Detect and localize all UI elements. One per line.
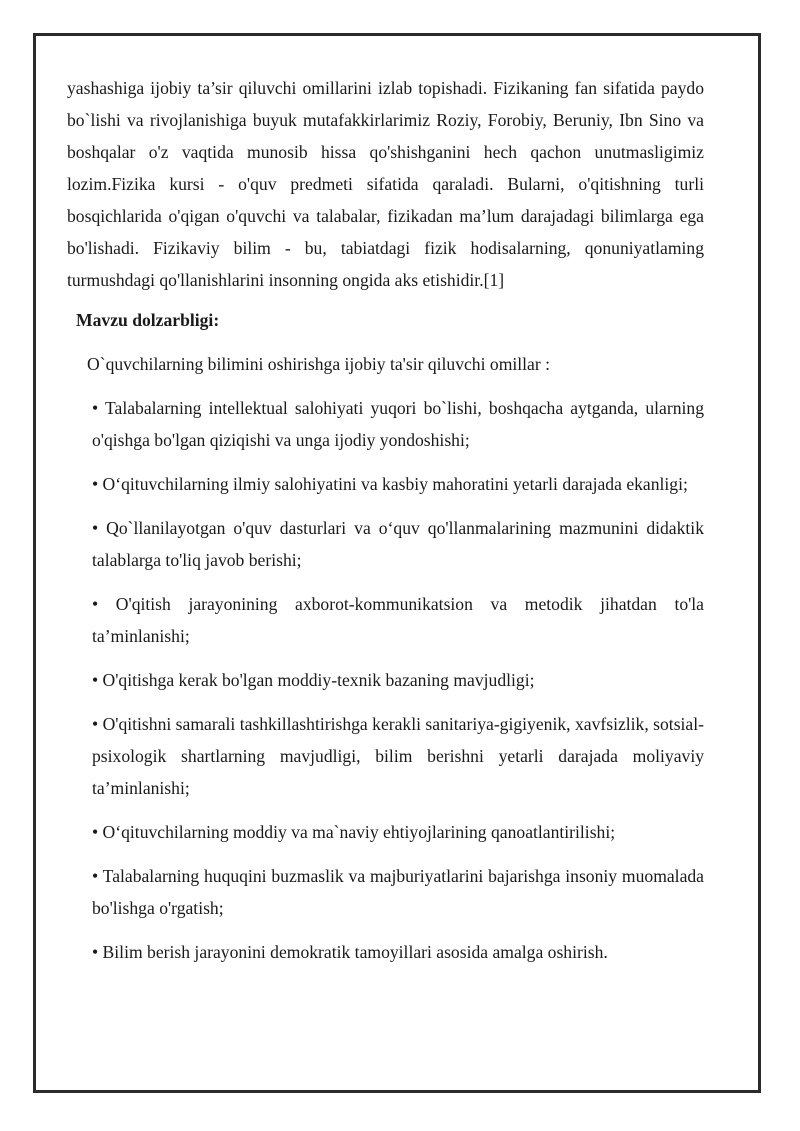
lead-sentence: O`quvchilarning bilimini oshirishga ijobiy ta'sir qiluvchi omillar : xyxy=(87,354,550,374)
intro-paragraph: yashashiga ijobiy ta’sir qiluvchi omillarini izlab topishadi. Fizikaning fan sifatida paydo bo`lishi va rivojlanishiga buyuk mutafakkirlarimiz Roziy, Forobiy, Beruniy, Ibn Sino va boshqalar o'z vaqtida munosib hissa qo'shishganini hech qachon unutmasligimiz lozim.Fizika kursi - o'quv predmeti sifatida qaraladi. Bularni, o'qitishning turli bosqichlarida o'qigan o'quvchi va talabalar, fizikadan ma’lum darajadagi bilimlarga ega bo'lishadi. Fizikaviy bilim - bu, tabiatdagi fizik hodisalarning, qonuniyatlaming turmushdagi qo'llanishlarini insonning ongida aks etishidir.[1] xyxy=(67,78,704,290)
document-body xyxy=(67,72,704,968)
section-heading: Mavzu dolzarbligi: xyxy=(76,310,220,330)
factors-list xyxy=(67,392,704,968)
list-item: • O'qitishga kerak bo'lgan moddiy-texnik bazaning mavjudligi; xyxy=(92,670,535,690)
list-item: • Talabalarning intellektual salohiyati yuqori bo`lishi, boshqacha aytganda, ularning o'qishga bo'lgan qiziqishi va unga ijodiy yondoshishi; xyxy=(92,398,704,450)
list-item: • Qo`llanilayotgan o'quv dasturlari va o‘quv qo'llanmalarining mazmunini didaktik talablarga to'liq javob berishi; xyxy=(92,518,704,570)
list-item: • Bilim berish jarayonini demokratik tamoyillari asosida amalga oshirish. xyxy=(92,942,608,962)
list-item: • O'qitish jarayonining axborot-kommunikatsion va metodik jihatdan to'la ta’minlanishi; xyxy=(92,594,704,646)
list-item: • O‘qituvchilarning moddiy va ma`naviy ehtiyojlarining qanoatlantirilishi; xyxy=(92,822,616,842)
list-item: • Talabalarning huquqini buzmaslik va majburiyatlarini bajarishga insoniy muomalada bo'lishga o'rgatish; xyxy=(92,866,704,918)
list-item: • O'qitishni samarali tashkillashtirishga kerakli sanitariya-gigiyenik, xavfsizlik, sotsial-psixologik shartlarning mavjudligi, bilim berishni yetarli darajada moliyaviy ta’minlanishi; xyxy=(92,714,704,798)
list-item: • O‘qituvchilarning ilmiy salohiyatini va kasbiy mahoratini yetarli darajada ekanligi; xyxy=(92,474,688,494)
